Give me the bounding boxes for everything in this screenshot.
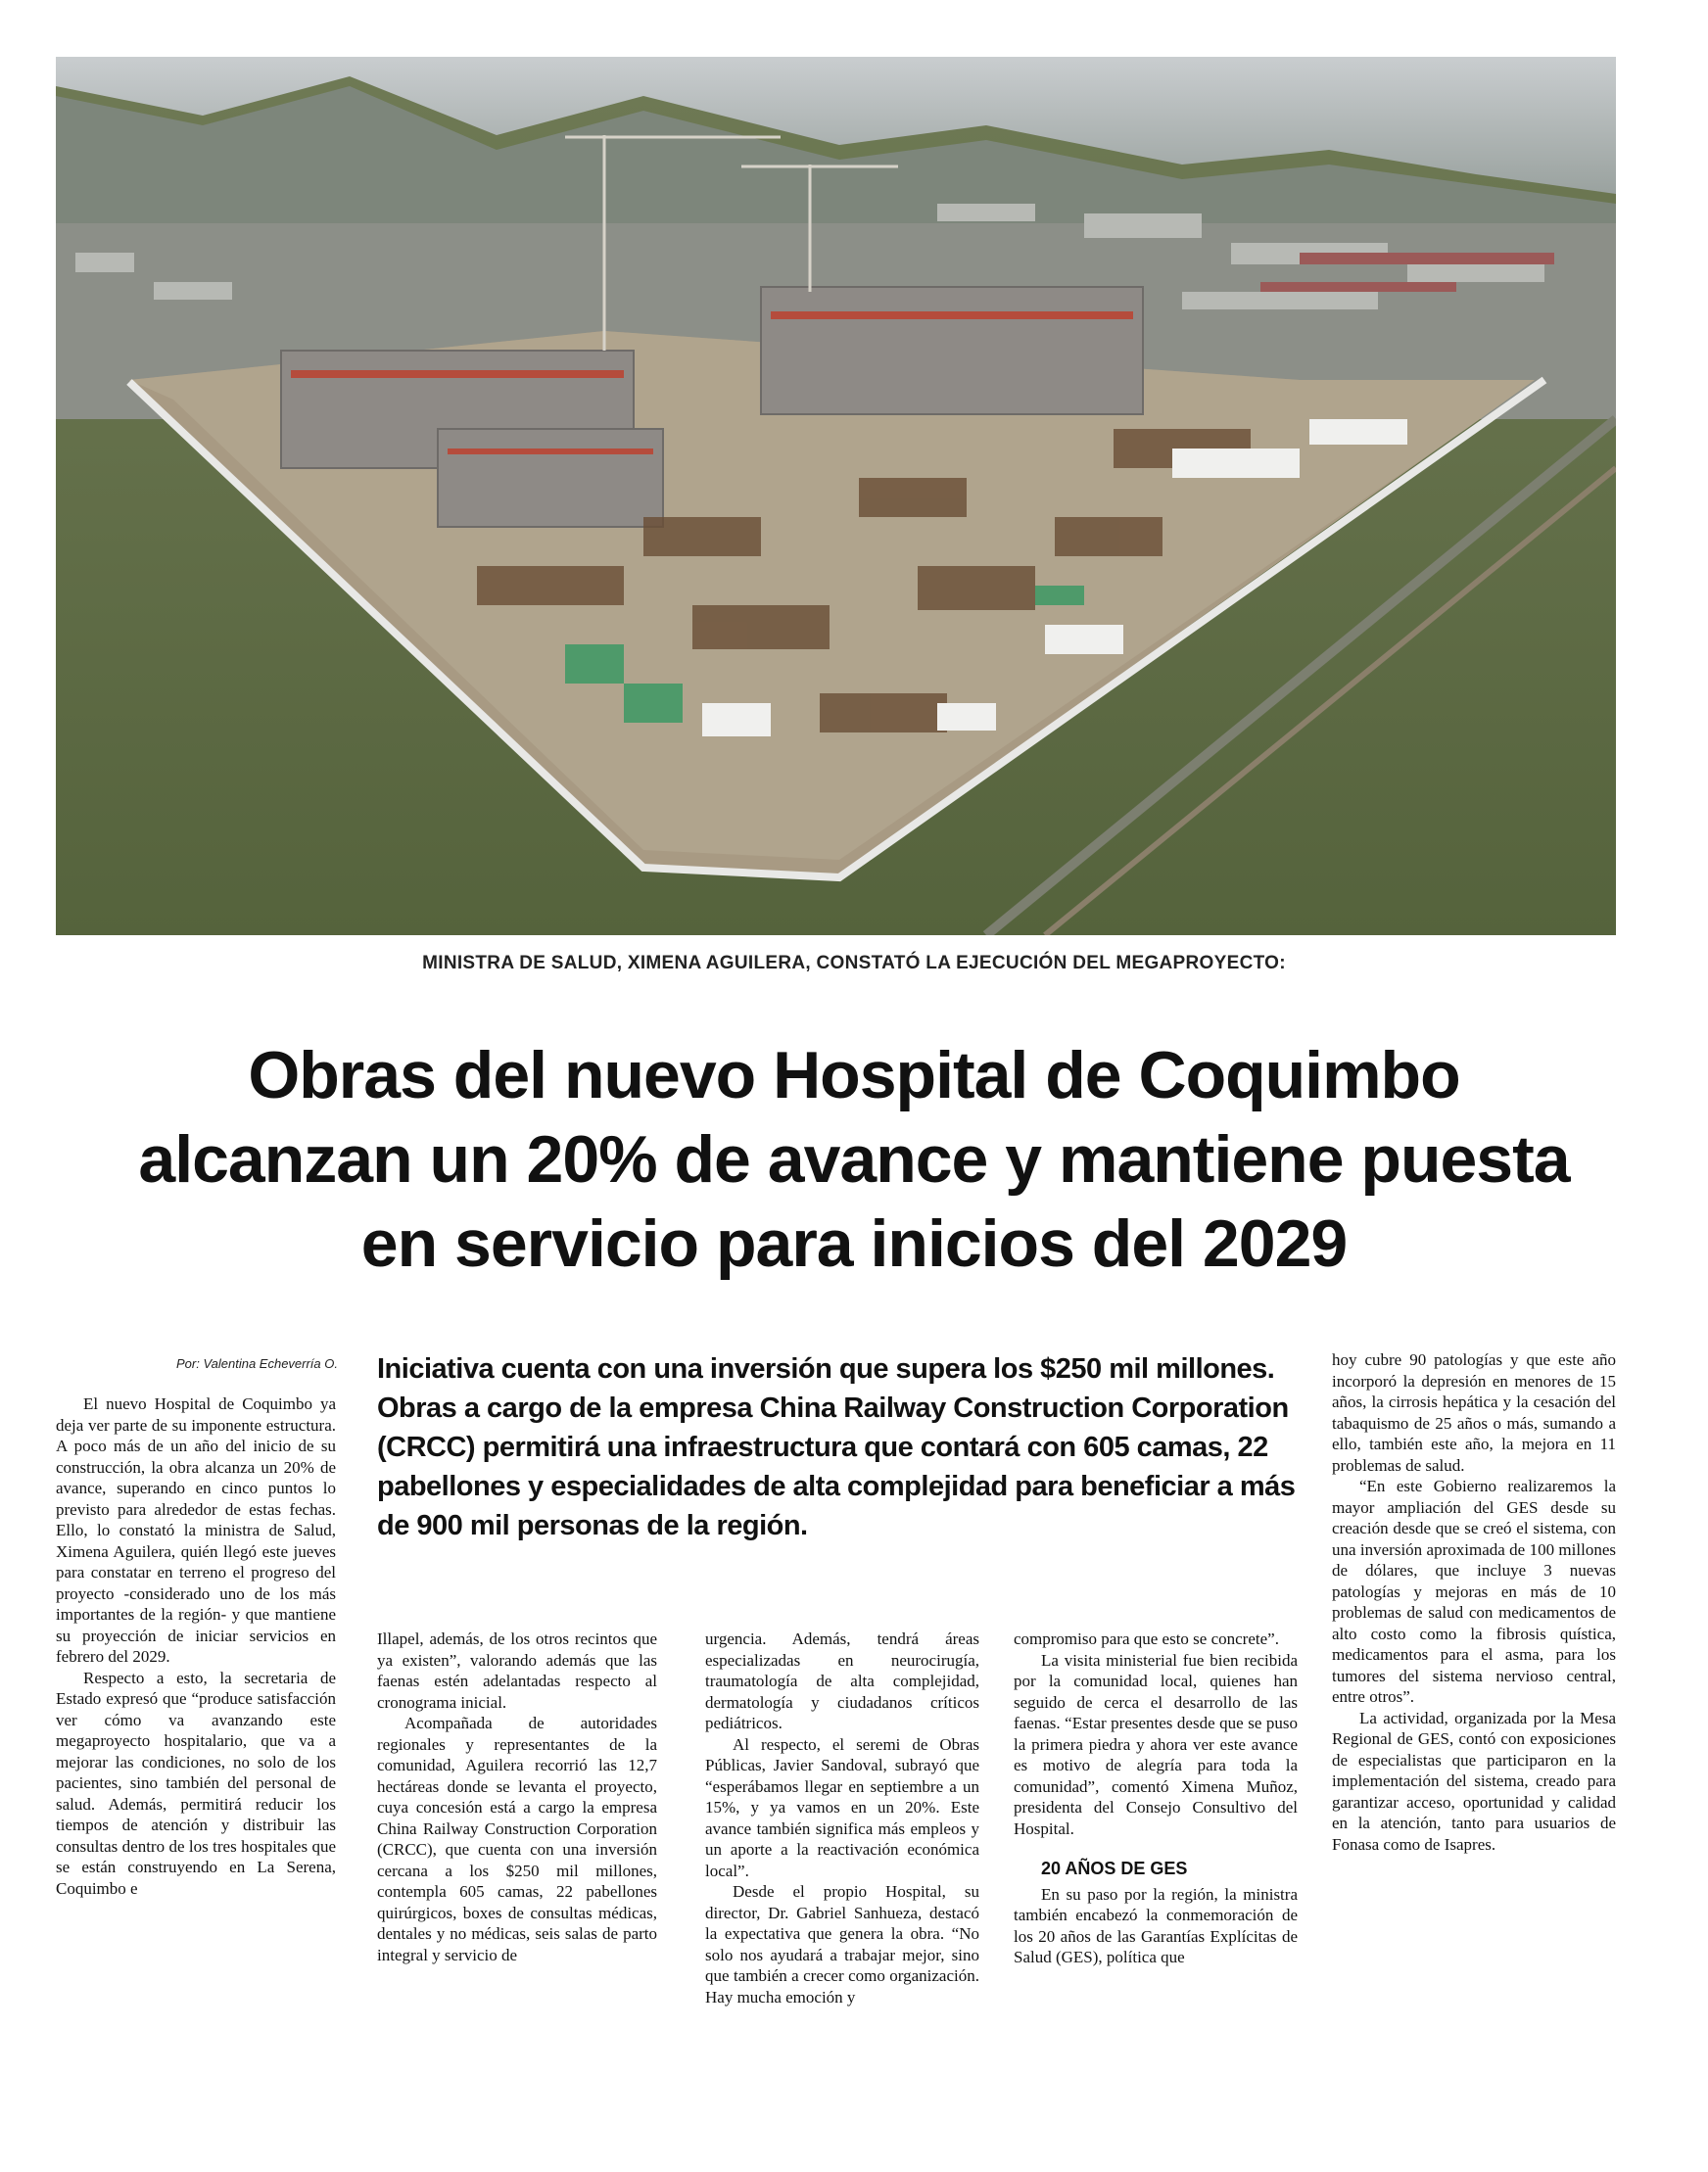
paragraph: urgencia. Además, tendrá áreas especializadas en neurocirugía, traumatología de alta complejidad, dermatología y ciudadanos críticos pediátricos. [705, 1629, 979, 1732]
body-column-4 [1014, 1629, 1298, 1968]
paragraph: Al respecto, el seremi de Obras Públicas, Javier Sandoval, subrayó que “esperábamos llegar en septiembre a un 15%, y ya vamos en un 20%. Este avance también significa más empleos y un aporte a la reactivación económica local”. [705, 1734, 979, 1880]
headline-line-1: Obras del nuevo Hospital de Coquimbo [248, 1038, 1460, 1112]
hero-photo [56, 57, 1616, 935]
paragraph: hoy cubre 90 patologías y que este año incorporó la depresión en menores de 15 años, la cirrosis hepática y la cesación del tabaquismo de 25 años o más, sumando a ello, también este año, la mejora en 11 problemas de salud. [1332, 1350, 1616, 1475]
paragraph: “En este Gobierno realizaremos la mayor ampliación del GES desde su creación desde que se creó el sistema, con una inversión aproximada de 100 millones de dólares, que incluye 3 nuevas patologías y mejoras en más de 10 problemas de salud con medicamentos de alto costo como la fibrosis quística, medicamentos para el asma, para los tumores del sistema nervioso central, entre otros”. [1332, 1477, 1616, 1706]
lead-paragraph: Iniciativa cuenta con una inversión que supera los $250 mil millones. Obras a cargo de la empresa China Railway Construction Corporation (CRCC) permitirá una infraestructura que contará con 605 camas, 22 pabellones y especialidades de alta complejidad para beneficiar a más de 900 mil personas de la región. [377, 1353, 1296, 1541]
section-heading: 20 AÑOS DE GES [1041, 1859, 1188, 1878]
body-column-2 [377, 1629, 657, 1965]
paragraph: Acompañada de autoridades regionales y representantes de la comunidad, Aguilera recorrió las 12,7 hectáreas donde se levanta el proyecto, cuya concesión está a cargo la empresa China Railway Construction Corporation (CRCC), que cuenta con una inversión cercana a los $250 mil millones, contempla 605 camas, 22 pabellones quirúrgicos, boxes de consultas médicas, dentales y no médicas, seis salas de parto integral y servicio de [377, 1714, 657, 1964]
headline [39, 1033, 1669, 1286]
body-column-5 [1332, 1349, 1616, 1855]
body-column-3 [705, 1629, 979, 2007]
paragraph: El nuevo Hospital de Coquimbo ya deja ver parte de su imponente estructura. A poco más de un año del inicio de su construcción, la obra alcanza un 20% de avance, superando en cinco puntos lo previsto para alrededor de estas fechas. Ello, lo constató la ministra de Salud, Ximena Aguilera, quién llegó este jueves para constatar en terreno el progreso del proyecto -considerado uno de los más importantes de la región- y que mantiene su proyección de iniciar servicios en febrero del 2029. [56, 1394, 336, 1666]
paragraph: Respecto a esto, la secretaria de Estado expresó que “produce satisfacción ver cómo va avanzando este megaproyecto hospitalario, que va a mejorar las condiciones, no solo de los pacientes, sino también del personal de salud. Además, permitirá reducir los tiempos de atención y distribuir las consultas dentro de los tres hospitales que se están construyendo en La Serena, Coquimbo e [56, 1668, 336, 1898]
paragraph: La visita ministerial fue bien recibida por la comunidad local, quienes han seguido de cerca el desarrollo de las faenas. “Estar presentes desde que se puso la primera piedra y ahora ver este avance es motivo de alegría para toda la comunidad”, comentó Ximena Muñoz, presidenta del Consejo Consultivo del Hospital. [1014, 1650, 1298, 1838]
byline: Por: Valentina Echeverría O. [176, 1356, 338, 1371]
paragraph: Desde el propio Hospital, su director, Dr. Gabriel Sanhueza, destacó la expectativa que genera la obra. “No solo nos ayudará a trabajar mejor, sino que también a crecer como organización. Hay mucha emoción y [705, 1882, 979, 2007]
paragraph: compromiso para que esto se concrete”. [1014, 1629, 1279, 1648]
paragraph: La actividad, organizada por la Mesa Regional de GES, contó con exposiciones de especialistas que participaron en la implementación del sistema, creado para garantizar acceso, oportunidad y calidad en la atención, tanto para usuarios de Fonasa como de Isapres. [1332, 1708, 1616, 1854]
headline-line-2: alcanzan un 20% de avance y mantiene puesta [138, 1122, 1570, 1197]
paragraph: En su paso por la región, la ministra también encabezó la conmemoración de los 20 años de las Garantías Explícitas de Salud (GES), política que [1014, 1884, 1298, 1966]
kicker: MINISTRA DE SALUD, XIMENA AGUILERA, CONSTATÓ LA EJECUCIÓN DEL MEGAPROYECTO: [422, 953, 1286, 973]
headline-line-3: en servicio para inicios del 2029 [360, 1206, 1348, 1281]
body-column-1 [56, 1393, 336, 1899]
paragraph: Illapel, además, de los otros recintos que ya existen”, valorando además que las faenas estén adelantadas respecto al cronograma inicial. [377, 1629, 657, 1712]
construction-site-aerial-image [56, 57, 1616, 935]
